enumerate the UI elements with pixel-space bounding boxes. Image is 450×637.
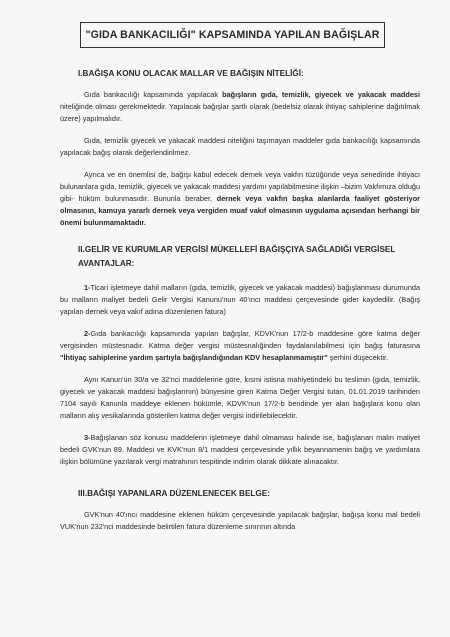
section-3-heading: III.BAĞIŞI YAPANLARA DÜZENLENECEK BELGE:	[78, 489, 270, 498]
section-2-paragraph-2: 2-Gıda bankacılığı kapsamında yapılan bağışlar, KDVK'nun 17/2-b maddesine göre katma değer vergisinden müstesnadır. Katma değer vergisi müstesnalığinden faydalanılabilmesi için bağış faturasına "İhtiyaç sahiplerine yardım şartıyla bağışlandığından KDV hesaplanmamıştır" şerhini düşecektir.	[60, 329, 420, 362]
section-1-heading: I.BAĞIŞA KONU OLACAK MALLAR VE BAĞIŞIN NİTELİĞİ:	[78, 69, 304, 78]
document-title: "GIDA BANKACILIĞI" KAPSAMINDA YAPILAN BAĞIŞLAR	[80, 22, 385, 48]
section-1-paragraph-1: Gıda bankacılığı kapsamında yapılacak bağışların gıda, temizlik, giyecek ve yakacak maddesi niteliğinde olması gerekmektedir. Yapılacak bağışlar şartlı olarak (bedelsiz olarak ihtiyaç sahiplerine dağıtılmak üzere) yapılmalıdır.	[60, 90, 420, 123]
section-1-paragraph-2: Gıda, temizlik giyecek ve yakacak maddesi niteliğini taşımayan maddeler gıda bankacılığı kapsamında yapılacak bağış olarak değerlendirilmez.	[60, 136, 420, 157]
section-2-paragraph-4: 3-Bağışlanan söz konusu maddelerin işletmeye dahil olmaması halinde ise, bağışlanan malın maliyet bedeli GVK'nun 89. Maddesi ve KVK'nun 8/1 maddesi çerçevesinde yıllık beyannamenin bağış ve yardımlara ilişkin bölümüne yazılarak vergi matrahının tespitinde indirim olarak dikkate alınacaktır.	[60, 433, 420, 466]
section-2-heading: II.GELİR VE KURUMLAR VERGİSİ MÜKELLEFİ BAĞIŞÇIYA SAĞLADIĞI VERGİSEL AVANTAJLAR:	[78, 245, 396, 268]
section-1-paragraph-3: Ayrıca ve en önemlisi de, bağışı kabul edecek dernek veya vakfın tüzüğünde veya senedinde ihtiyacı bulunanlara gıda, temizlik, giyecek ve yakacak maddesi yardımı yapılabilmesine ilişkin –bizim Vakfımıza olduğu gibi- hüküm bulunmasıdır. Bununla beraber, dernek veya vakfın başka alanlarda faaliyet gösteriyor olmasının, kamuya yararlı dernek veya vergiden muaf vakıf olmasının uygulama açısından herhangi bir önemi bulunmamaktadır.	[60, 170, 420, 227]
section-3-paragraph-1: GVK'nun 40'ıncı maddesine eklenen hüküm çerçevesinde yapılacak bağışlar, bağışa konu mal bedeli VUK'nun 232'nci maddesinde belirtilen fatura düzenleme sınırının altında	[60, 510, 420, 531]
section-2-paragraph-3: Aynı Kanun'un 30/a ve 32'nci maddelerine göre, kısmi istisna mahiyetindeki bu teslimin (gıda, temizlik, giyecek ve yakacak maddesi bağışlarının) bünyesine giren Katma Değer Vergisi tutarı, 01.01.2019 tarihinden 7104 sayılı Kanunla maddeye eklenen hükümle, KDVK'nun 17/2-b bendinde yer alan bağışlara konu olan malların alış vesikalarında gösterilen katma değer vergisi indirilebilecektir.	[60, 375, 420, 420]
section-2-paragraph-1: 1-Ticari işletmeye dahil malların (gıda, temizlik, giyecek ve yakacak maddesi) bağışlanması durumunda bu malların maliyet bedeli Gelir Vergisi Kanunu'nun 40'ıncı maddesi çerçevesinde gider kaydedilir. (Bağış yapılan dernek veya vakıf adına düzenlenen fatura)	[60, 283, 420, 316]
